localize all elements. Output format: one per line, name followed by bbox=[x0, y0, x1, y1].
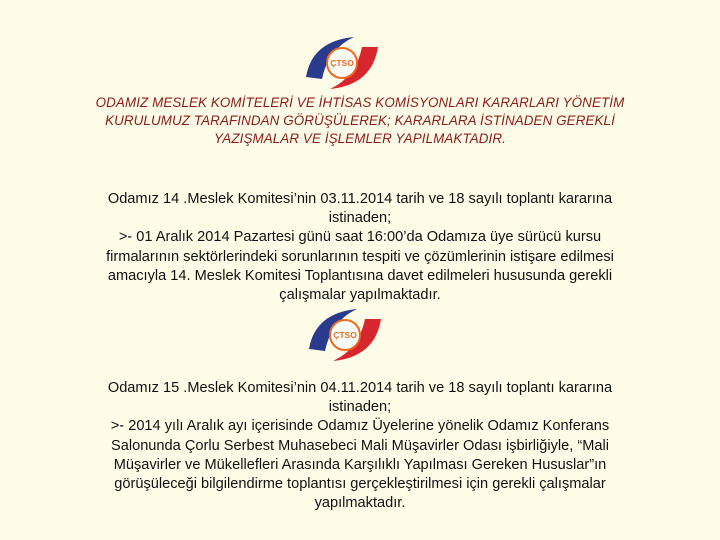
paragraph-line: çalışmalar yapılmaktadır. bbox=[279, 287, 441, 304]
paragraph-line: yapılmaktadır. bbox=[314, 495, 406, 512]
paragraph-line: firmalarının sektörlerindeki sorunlarının tespiti ve çözümlerinin istişare edilmesi bbox=[106, 248, 614, 265]
heading bbox=[60, 94, 660, 148]
ctso-logo bbox=[305, 305, 385, 365]
paragraph-line: Müşavirler ve Mükellefleri Arasında Karşılıklı Yapılması Gereken Hususlar”ın bbox=[113, 456, 607, 473]
paragraph-line: >- 01 Aralık 2014 Pazartesi günü saat 16:00’da Odamıza üye sürücü kursu bbox=[118, 229, 602, 246]
paragraph-line: Salonunda Çorlu Serbest Muhasebeci Mali Müşavirler Odası işbirliğiyle, “Mali bbox=[110, 437, 609, 454]
paragraph-committee-14 bbox=[40, 190, 680, 305]
paragraph-line: amacıyla 14. Meslek Komitesi Toplantısına davet edilmeleri hususunda gerekli bbox=[107, 267, 613, 284]
logo-subtext-mark: ····· bbox=[342, 342, 348, 346]
paragraph-line: görüşüleceği bilgilendirme toplantısı gerçekleştirilmesi için gerekli çalışmalar bbox=[114, 476, 606, 493]
paragraph-line: istinaden; bbox=[328, 210, 392, 227]
logo-text: ÇTSO bbox=[330, 58, 354, 68]
heading-line: KURULUMUZ TARAFINDAN GÖRÜŞÜLEREK; KARARLARA İSTİNADEN GEREKLİ bbox=[105, 113, 615, 128]
logo-text: ÇTSO bbox=[333, 330, 357, 340]
ctso-logo bbox=[302, 33, 382, 93]
logo-subtext-mark: ····· bbox=[339, 70, 345, 74]
paragraph-line: istinaden; bbox=[328, 399, 392, 416]
paragraph-line: Odamız 14 .Meslek Komitesi’nin 03.11.2014 tarih ve 18 sayılı toplantı kararına bbox=[107, 191, 613, 207]
paragraph-committee-15 bbox=[40, 379, 680, 513]
heading-line: YAZIŞMALAR VE İŞLEMLER YAPILMAKTADIR. bbox=[214, 131, 506, 146]
paragraph-line: >- 2014 yılı Aralık ayı içerisinde Odamız Üyelerine yönelik Odamız Konferans bbox=[110, 418, 610, 435]
heading-line: ODAMIZ MESLEK KOMİTELERİ VE İHTİSAS KOMİSYONLARI KARARLARI YÖNETİM bbox=[95, 95, 625, 110]
paragraph-line: Odamız 15 .Meslek Komitesi’nin 04.11.2014 tarih ve 18 sayılı toplantı kararına bbox=[107, 380, 613, 396]
